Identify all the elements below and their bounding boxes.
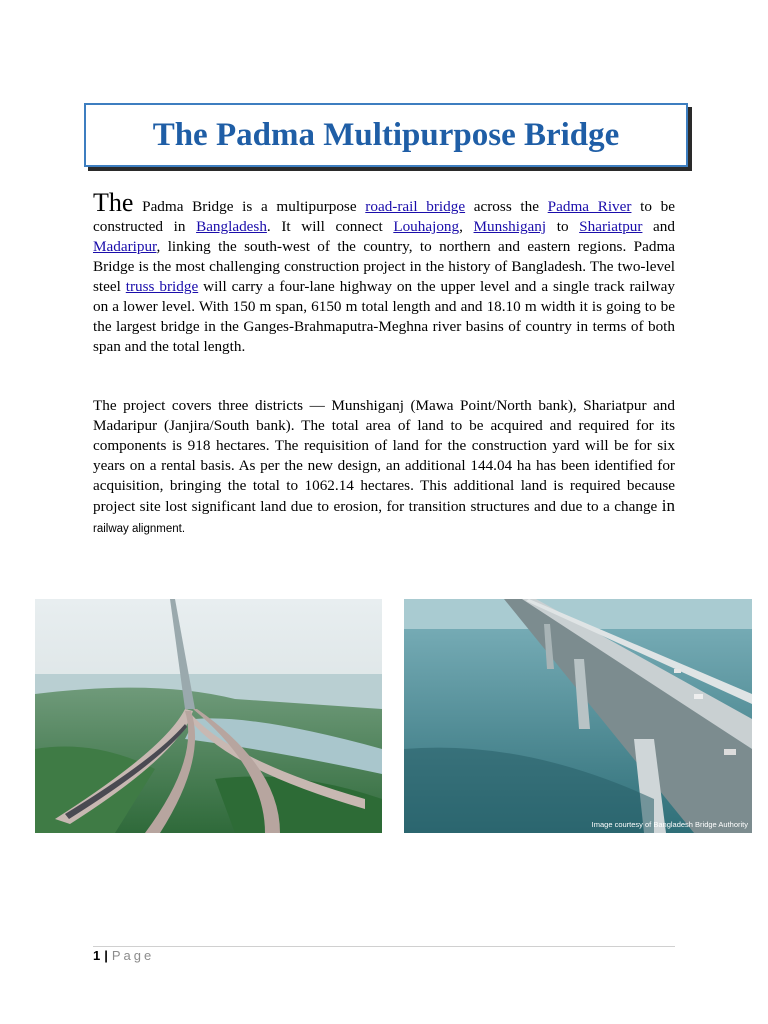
text-run: , xyxy=(459,218,474,235)
paragraph-project xyxy=(93,396,675,539)
text-run: . It will connect xyxy=(266,218,394,235)
text-run: , linking the south-west of the country, to northern and eastern regions. Padma Bridge is the most challenging construction project in the history of Bangladesh. The two-level steel xyxy=(93,238,675,295)
text-run: to xyxy=(546,218,580,235)
link-munshiganj[interactable]: Munshiganj xyxy=(473,218,547,235)
bridge-river-image xyxy=(404,599,752,833)
drop-cap-word: The xyxy=(93,188,134,217)
link-madaripur[interactable]: Madaripur xyxy=(93,238,157,255)
title-box xyxy=(84,103,688,167)
text-run-small: railway alignment. xyxy=(93,523,186,535)
text-run: to be constructed in xyxy=(93,198,675,235)
image-caption: Image courtesy of Bangladesh Bridge Authority xyxy=(591,820,748,829)
page-word: Page xyxy=(111,948,155,963)
page-footer xyxy=(93,948,154,963)
text-run: in xyxy=(661,496,675,515)
text-run: Padma Bridge is a multipurpose xyxy=(133,198,366,215)
link-padma-river[interactable]: Padma River xyxy=(547,198,632,215)
footer-divider xyxy=(93,946,675,947)
link-truss-bridge[interactable]: truss bridge xyxy=(125,278,199,295)
link-bangladesh[interactable]: Bangladesh xyxy=(196,218,267,235)
link-shariatpur[interactable]: Shariatpur xyxy=(579,218,643,235)
text-run: will carry a four-lane highway on the upper level and a single track railway on a lower level. With 150 m span, 6150 m total length and and 18.10 m width it is going to be the largest bridge in the Ganges-Brahmaputra-Meghna river basins of country in terms of both span and the total length. xyxy=(93,278,675,355)
text-run: The project covers three districts — Munshiganj (Mawa Point/North bank), Shariatpur and Madaripur (Janjira/South bank). The total area of land to be acquired and required for its components is 918 hectares. The requisition of land for the construction yard will be for six years on a rental basis. As per the new design, an additional 144.04 ha has been identified for acquisition, bringing the total to 1062.14 hectares. This additional land is required because project site lost significant land due to erosion, for transition structures and due to a change xyxy=(93,397,675,515)
paragraph-intro xyxy=(93,188,675,357)
link-road-rail-bridge[interactable]: road-rail bridge xyxy=(365,198,466,215)
footer-separator: | xyxy=(104,948,108,963)
page-title: The Padma Multipurpose Bridge xyxy=(152,116,620,153)
link-louhajong[interactable]: Louhajong xyxy=(393,218,460,235)
page-number: 1 xyxy=(93,948,101,963)
text-run: across the xyxy=(465,198,548,215)
text-run: and xyxy=(642,218,675,235)
bridge-aerial-image xyxy=(35,599,382,833)
